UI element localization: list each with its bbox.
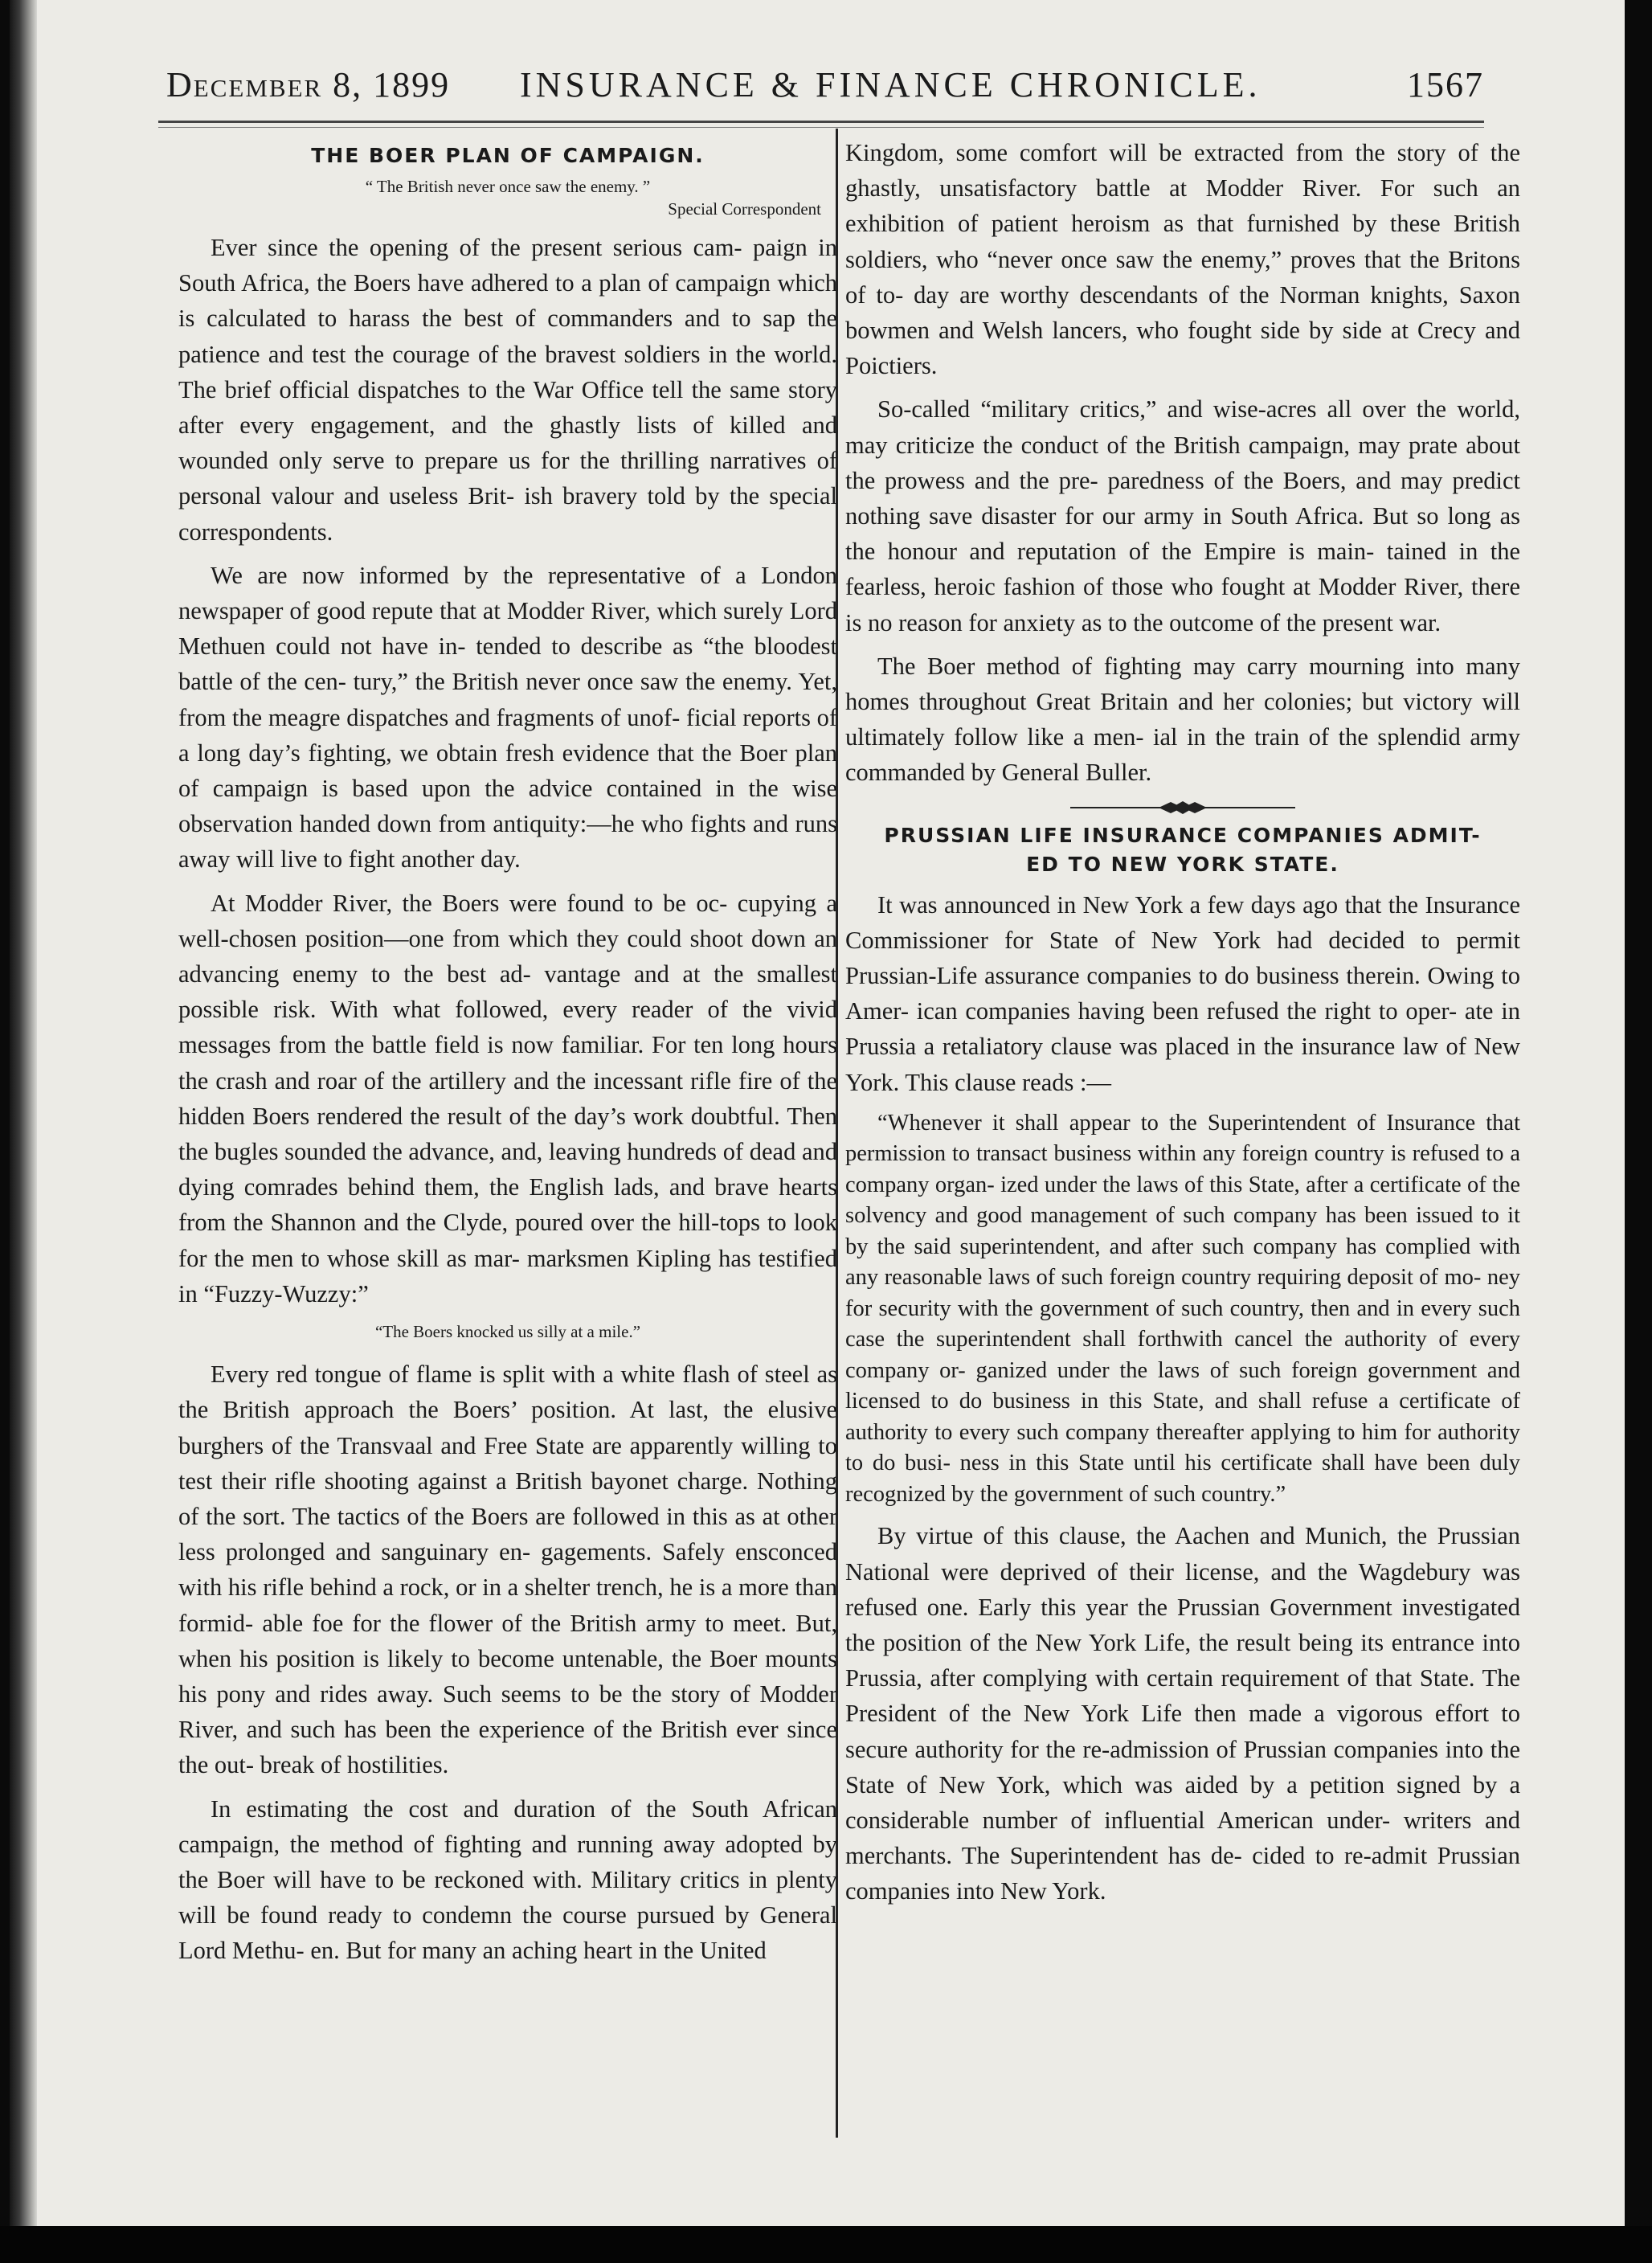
- right-column: [845, 135, 1520, 1917]
- article-paragraph: At Modder River, the Boers were found to be oc- cupying a well-chosen position—one from which they could shoot down an advancing enemy to the best ad- vantage and at the smallest possible risk. With what followed, every reader of the vivid messages from the battle field is now familiar. For ten long hours the crash and roar of the artillery and the incessant rifle fire of the hidden Boers rendered the result of the day’s work doubtful. Then the bugles sounded the advance, and, leaving hundreds of dead and dying comrades behind them, the English lads, and brave hearts from the Shannon and the Clyde, poured over the hill-tops to look for the men to whose skill as mar- marksmen Kipling has testified in “Fuzzy-Wuzzy:”: [178, 889, 837, 1307]
- article2-headline-line2: ED TO NEW YORK STATE.: [1026, 852, 1339, 876]
- kipling-verse-quote: “The Boers knocked us silly at a mile.”: [374, 1322, 641, 1342]
- scan-bottom-border: [0, 2226, 1652, 2263]
- article-paragraph: The Boer method of fighting may carry mourning into many homes throughout Great Britain and her colonies; but victory will ultimately follow like a men- ial in the train of the splendid army commanded by General Buller.: [845, 652, 1520, 787]
- header-rule-thin: [158, 127, 1484, 128]
- article-paragraph: In estimating the cost and duration of the South African campaign, the method of fighting and running away adopted by the Boer will have to be reckoned with. Military critics in plenty will be found ready to condemn the course pursued by General Lord Methu- en. But for many an aching heart in the United: [178, 1794, 837, 1965]
- statute-quote-block: [845, 1108, 1520, 1511]
- header-rule: [158, 121, 1484, 123]
- article-epigraph: “ The British never once saw the enemy. ”: [365, 177, 651, 196]
- article-paragraph: Every red tongue of flame is split with a white flash of steel as the British approach the Boers’ position. At last, the elusive burghers of the Transvaal and Free State are apparently willing to test their rifle shooting against a British bayonet charge. Nothing of the sort. The tactics of the Boers are followed in this as at other less prolonged and sanguinary en- gagements. Safely ensconced with his rifle behind a rock, or in a shelter trench, he is a more than formid- able foe for the flower of the British army to meet. But, when his position is likely to become untenable, the Boer mounts his pony and rides away. Such seems to be the story of Modder River, and such has been the experience of the British ever since the out- break of hostilities.: [178, 1361, 837, 1779]
- article-continuation: Kingdom, some comfort will be extracted from the story of the ghastly, unsatisfactory battle at Modder River. For such an exhibition of patient heroism as that furnished by these British soldiers, who “never once saw the enemy,” proves that the Britons of to- day are worthy descendants of the Norman knights, Saxon bowmen and Welsh lancers, who fought side by side at Crecy and Poictiers.: [845, 139, 1520, 380]
- article-paragraph: We are now informed by the representative of a London newspaper of good repute that at Modder River, which surely Lord Methuen could not have in- tended to describe as “the bloodest battle of the cen- tury,” the British never once saw the enemy. Yet, from the meagre dispatches and fragments of unof- ficial reports of a long day’s fighting, we obtain fresh evidence that the Boer plan of campaign is based upon the advice contained in the wise observation handed down from antiquity:—he who fights and runs away will live to fight another day.: [178, 561, 837, 874]
- article-paragraph: So-called “military critics,” and wise-acres all over the world, may criticize the conduct of the British campaign, may prate about the prowess and the pre- paredness of the Boers, and may predict nothing save disaster for our army in South Africa. But so long as the honour and reputation of the Empire is main- tained in the fearless, heroic fashion of those who fought at Modder River, there is no reason for anxiety as to the outcome of the present war.: [845, 395, 1520, 636]
- header-publication-title: INSURANCE & FINANCE CHRONICLE.: [520, 65, 1261, 104]
- page-spine-shadow: [10, 0, 37, 2226]
- header-date: December 8, 1899: [166, 65, 451, 104]
- newspaper-page: [10, 0, 1625, 2226]
- article2-headline-line1: PRUSSIAN LIFE INSURANCE COMPANIES ADMIT-: [884, 823, 1482, 847]
- article-paragraph: Ever since the opening of the present serious cam- paign in South Africa, the Boers have adhered to a plan of campaign which is calculated to harass the best of commanders and to sap the patience and test the courage of the bravest soldiers in the world. The brief official dispatches to the War Office tell the same story after every engagement, and the ghastly lists of killed and wounded only serve to prepare us for the thrilling narratives of personal valour and useless Brit- ish bravery told by the special correspondents.: [178, 234, 837, 546]
- page-header: [166, 64, 1484, 113]
- article-headline: THE BOER PLAN OF CAMPAIGN.: [311, 144, 705, 167]
- statute-quote-text: “Whenever it shall appear to the Superintendent of Insurance that permission to transact business within any foreign country is refused to a company organ- ized under the laws of this State, after a certificate of the solvency and good management of such company has been issued to it by the said superintendent, and after such company has complied with any reasonable laws of such foreign country requiring deposit of mo- ney for security with the government of such country, then and in every such case the superintendent shall forthwith cancel the authority of every company or- ganized under the laws of such foreign government and licensed to do business in this State, and shall refuse a certificate of authority to every such company thereafter applying to him for authority to do busi- ness in this State until his certificate shall have been duly recognized by the government of such country.”: [845, 1110, 1520, 1507]
- left-column: [178, 135, 837, 1977]
- article2-intro-paragraph: It was announced in New York a few days ago that the Insurance Commissioner for State of New York had decided to permit Prussian-Life assurance companies to do business therein. Owing to Amer- ican companies having been refused the right to oper- ate in Prussia a retaliatory clause was placed in the insurance law of New York. This clause reads :—: [845, 890, 1520, 1096]
- header-page-number: 1567: [1407, 65, 1484, 104]
- section-divider-ornament: [1070, 799, 1295, 816]
- article2-closing-paragraph: By virtue of this clause, the Aachen and Munich, the Prussian National were deprived of their license, and the Wagdebury was refused one. Early this year the Prussian Government investigated the position of the New York Life, the result being its entrance into Prussia, after complying with certain requirement of that State. The President of the New York Life then made a vigorous effort to secure authority for the re-admission of Prussian companies into the State of New York, which was aided by a petition signed by a considerable number of influential American under- writers and merchants. The Superintendent has de- cided to re-admit Prussian companies into New York.: [845, 1522, 1520, 1905]
- epigraph-attribution: Special Correspondent: [668, 199, 821, 219]
